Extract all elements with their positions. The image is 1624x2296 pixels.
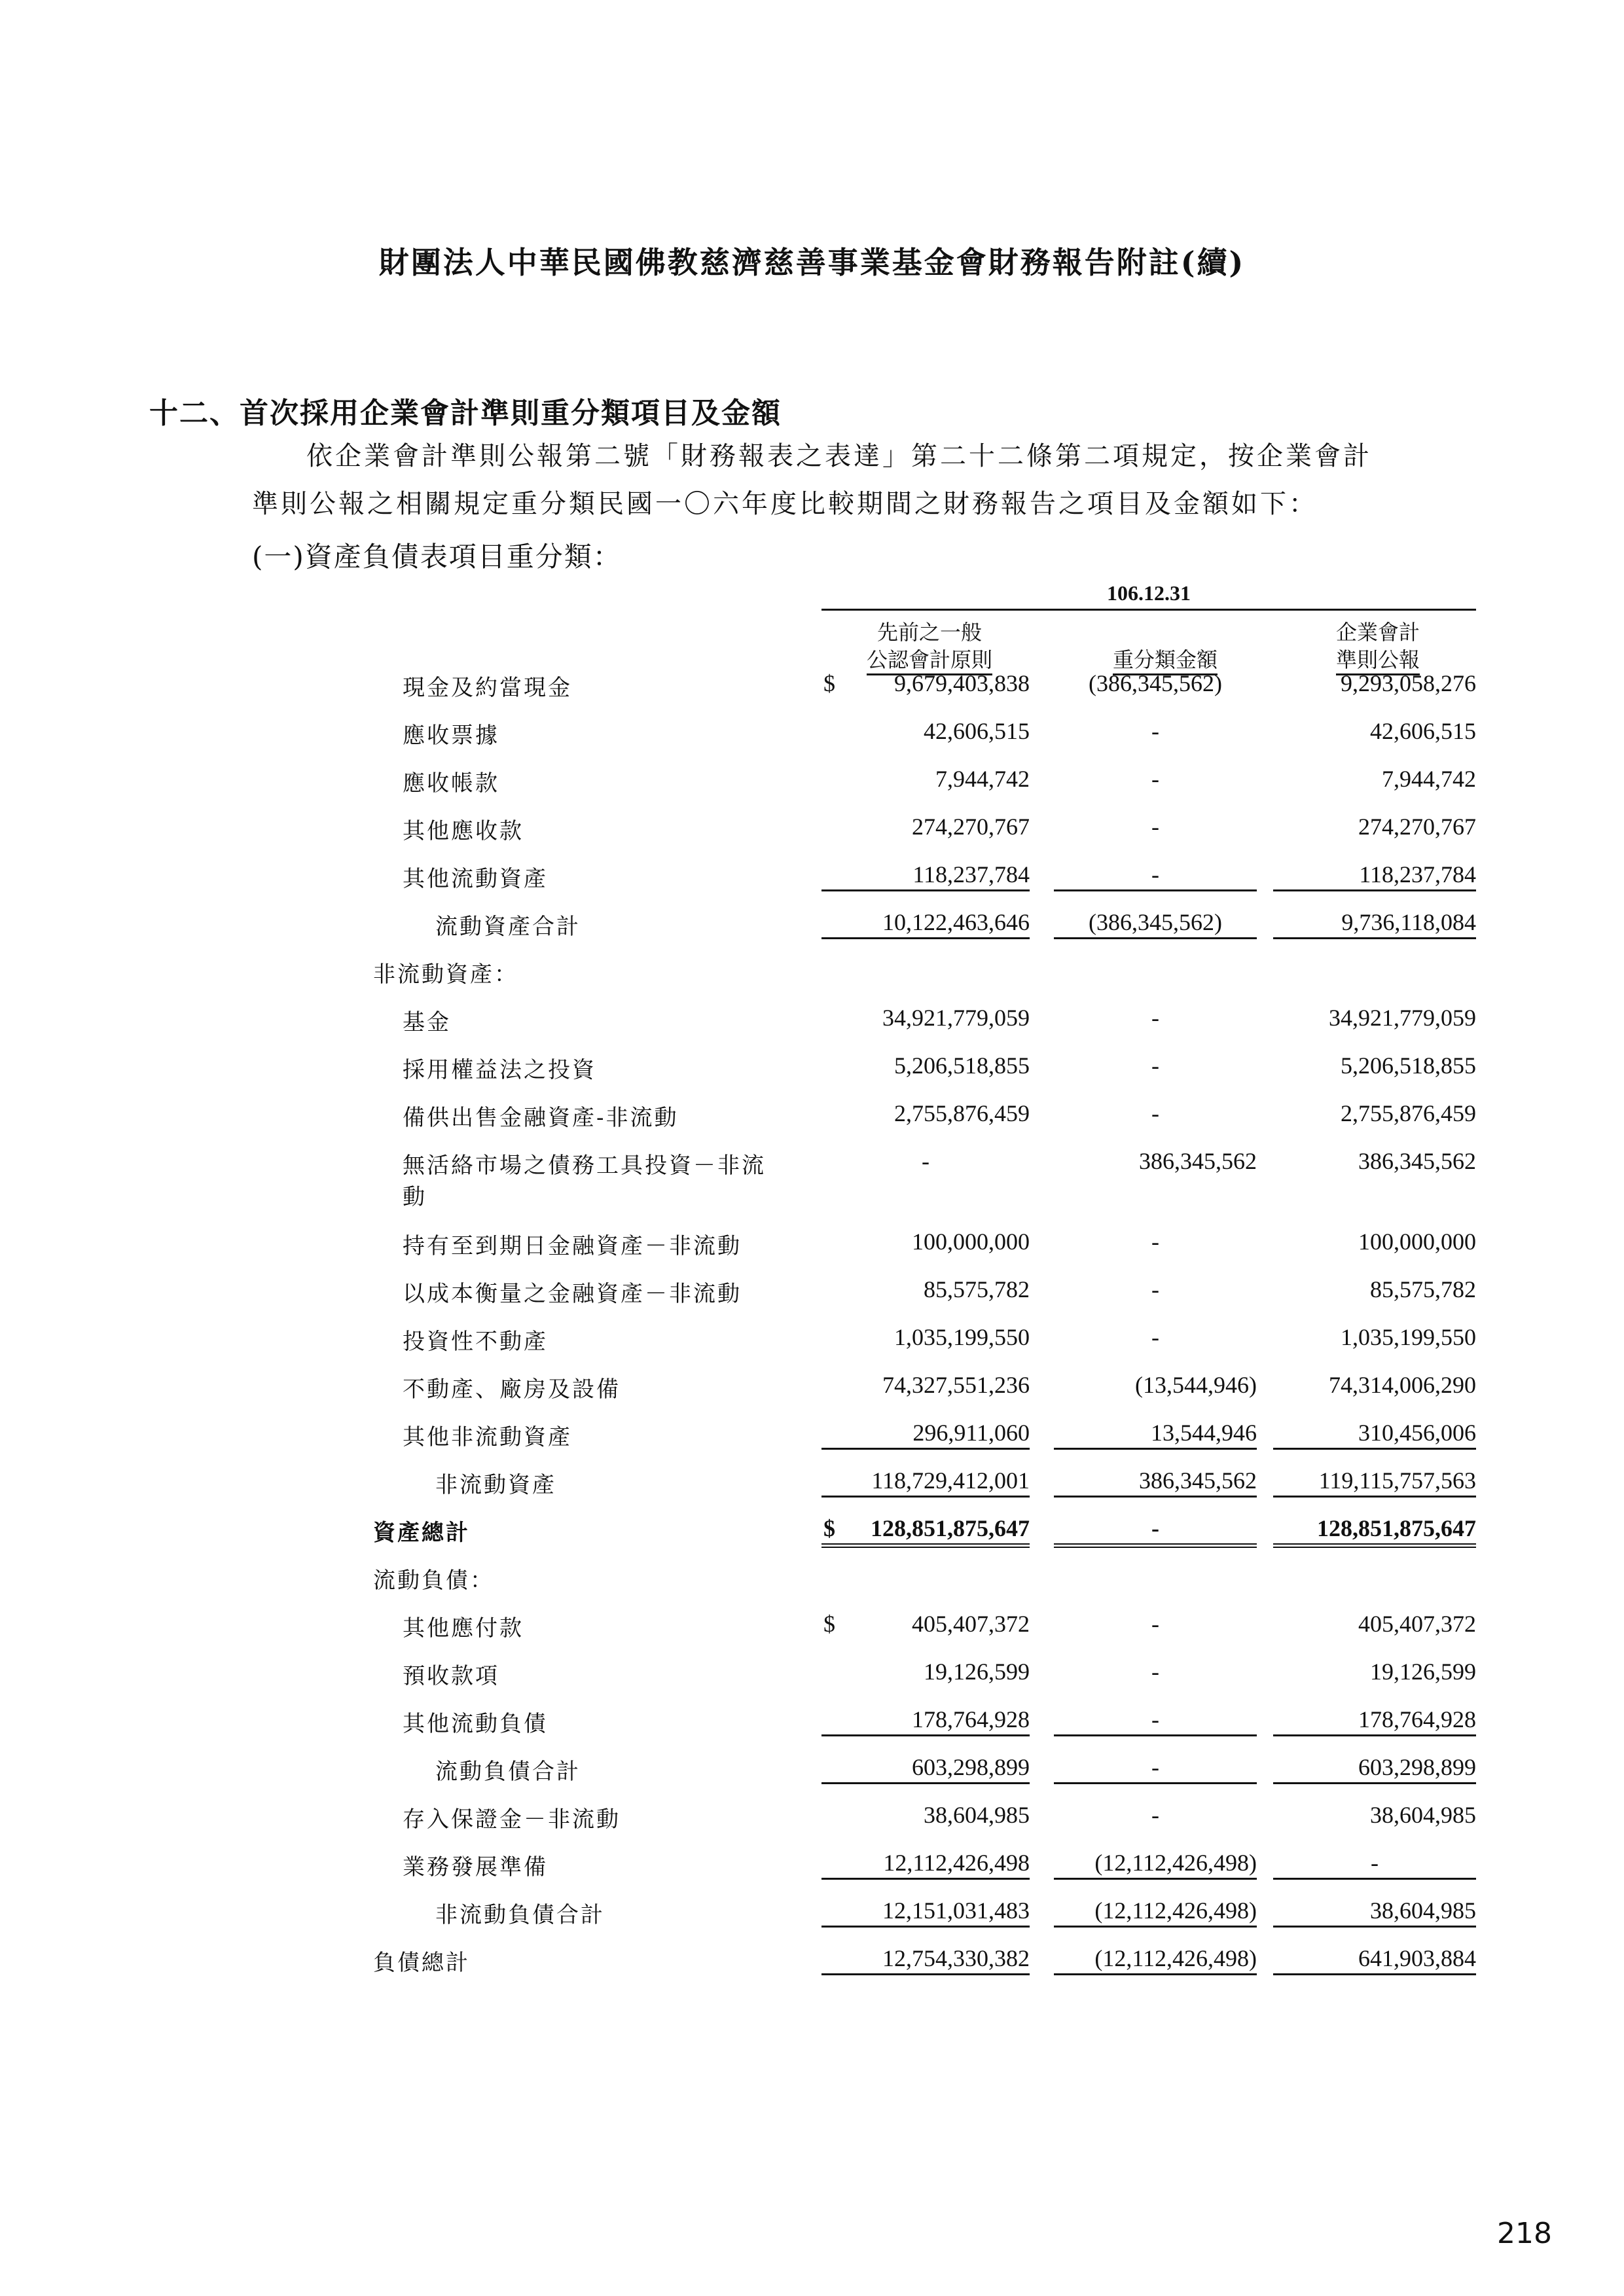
row-label: 流動負債：	[373, 1568, 494, 1594]
row-label: 負債總計	[373, 1950, 470, 1976]
cell-reclassification: -	[1151, 1611, 1159, 1637]
row-label: 應收票據	[403, 723, 499, 749]
cell-reclassification: (386,345,562)	[1054, 908, 1257, 939]
cell-previous-gaap: 296,911,060	[821, 1419, 1030, 1450]
row-label: 流動負債合計	[435, 1759, 581, 1785]
row-label: 以成本衡量之金融資產－非流動	[403, 1281, 742, 1307]
table-row	[0, 1094, 1624, 1134]
cell-reclassification: -	[1054, 1753, 1257, 1784]
table-row	[0, 760, 1624, 799]
table-row	[0, 999, 1624, 1038]
cell-previous-gaap: 38,604,985	[924, 1802, 1030, 1828]
cell-previous-gaap: 12,754,330,382	[821, 1945, 1030, 1975]
row-label: 非流動資產	[435, 1472, 556, 1498]
cell-previous-gaap: 12,151,031,483	[821, 1897, 1030, 1928]
cell-reclassification: -	[1151, 814, 1159, 840]
cell-reclassification: -	[1151, 718, 1159, 744]
cell-previous-gaap: 9,679,403,838	[894, 670, 1030, 696]
row-label: 非流動資產：	[373, 961, 518, 988]
table-row	[0, 1605, 1624, 1644]
row-label: 應收帳款	[403, 770, 499, 797]
cell-reclassification: (13,544,946)	[1135, 1372, 1257, 1398]
cell-reclassification: -	[1151, 1100, 1159, 1126]
cell-enterprise-standards: 74,314,006,290	[1329, 1372, 1476, 1398]
table-row	[0, 1748, 1624, 1787]
cell-enterprise-standards: 9,293,058,276	[1341, 670, 1476, 696]
cell-previous-gaap: 603,298,899	[821, 1753, 1030, 1784]
cell-enterprise-standards: 19,126,599	[1370, 1659, 1476, 1685]
section-heading: 十二、首次採用企業會計準則重分類項目及金額	[149, 397, 782, 430]
table-row	[0, 1270, 1624, 1310]
cell-reclassification: -	[1151, 1802, 1159, 1828]
cell-enterprise-standards: 128,851,875,647	[1273, 1515, 1476, 1548]
cell-previous-gaap: 10,122,463,646	[821, 908, 1030, 939]
cell-enterprise-standards: 9,736,118,084	[1273, 908, 1476, 939]
cell-reclassification: (12,112,426,498)	[1054, 1849, 1257, 1880]
row-label: 其他流動資產	[403, 866, 548, 892]
cell-previous-gaap: 12,112,426,498	[821, 1849, 1030, 1880]
cell-enterprise-standards: 85,575,782	[1370, 1276, 1476, 1302]
cell-enterprise-standards: 641,903,884	[1273, 1945, 1476, 1975]
cell-previous-gaap: 274,270,767	[912, 814, 1030, 840]
cell-enterprise-standards: 38,604,985	[1273, 1897, 1476, 1928]
column-header-line: 準則公報	[1336, 646, 1420, 675]
cell-previous-gaap: 5,206,518,855	[894, 1052, 1030, 1079]
cell-enterprise-standards: 1,035,199,550	[1341, 1324, 1476, 1350]
row-label: 非流動負債合計	[435, 1902, 605, 1928]
column-header-line: 公認會計原則	[867, 646, 992, 675]
cell-enterprise-standards: 100,000,000	[1358, 1229, 1476, 1255]
table-row	[0, 903, 1624, 942]
row-label: 採用權益法之投資	[403, 1057, 596, 1083]
table-row	[0, 1557, 1624, 1596]
row-label: 存入保證金－非流動	[403, 1806, 621, 1833]
cell-previous-gaap: 7,944,742	[935, 766, 1030, 792]
cell-reclassification: -	[1151, 1005, 1159, 1031]
table-row	[0, 1318, 1624, 1357]
row-label-continuation: 動	[403, 1184, 427, 1210]
cell-previous-gaap: 34,921,779,059	[882, 1005, 1030, 1031]
row-label: 預收款項	[403, 1663, 499, 1689]
table-row	[0, 1700, 1624, 1740]
cell-enterprise-standards: 5,206,518,855	[1341, 1052, 1476, 1079]
cell-previous-gaap: 74,327,551,236	[882, 1372, 1030, 1398]
cell-reclassification: -	[1151, 766, 1159, 792]
cell-enterprise-standards: 178,764,928	[1273, 1706, 1476, 1736]
sub-heading: (一)資產負債表項目重分類：	[252, 541, 622, 573]
cell-enterprise-standards: 42,606,515	[1370, 718, 1476, 744]
currency-symbol: $	[823, 1611, 835, 1637]
row-label: 備供出售金融資產-非流動	[403, 1105, 679, 1131]
row-label: 現金及約當現金	[403, 675, 572, 701]
cell-reclassification: -	[1054, 1515, 1257, 1548]
table-row	[0, 1939, 1624, 1979]
cell-previous-gaap: 405,407,372	[912, 1611, 1030, 1637]
cell-reclassification: (386,345,562)	[1089, 670, 1222, 696]
cell-reclassification: -	[1054, 861, 1257, 891]
table-row	[0, 951, 1624, 990]
row-label: 流動資產合計	[435, 914, 581, 940]
row-label: 其他流動負債	[403, 1711, 548, 1737]
table-row	[0, 1223, 1624, 1262]
table-row	[0, 808, 1624, 847]
cell-reclassification: -	[1151, 1324, 1159, 1350]
cell-reclassification: -	[1151, 1276, 1159, 1302]
row-label: 業務發展準備	[403, 1854, 548, 1880]
currency-symbol: $	[823, 1515, 835, 1541]
row-label: 無活絡市場之債務工具投資－非流	[403, 1153, 766, 1179]
row-label: 其他非流動資產	[403, 1424, 572, 1450]
document-title: 財團法人中華民國佛教慈濟慈善事業基金會財務報告附註(續)	[378, 245, 1246, 280]
table-row	[0, 1462, 1624, 1501]
cell-enterprise-standards: 2,755,876,459	[1341, 1100, 1476, 1126]
cell-reclassification: (12,112,426,498)	[1054, 1945, 1257, 1975]
cell-previous-gaap: 85,575,782	[924, 1276, 1030, 1302]
table-row	[0, 664, 1624, 704]
cell-enterprise-standards: 310,456,006	[1273, 1419, 1476, 1450]
cell-enterprise-standards: 34,921,779,059	[1329, 1005, 1476, 1031]
table-date-header: 106.12.31	[1107, 581, 1191, 605]
table-row	[0, 712, 1624, 751]
cell-reclassification: -	[1151, 1052, 1159, 1079]
cell-enterprise-standards: 119,115,757,563	[1273, 1467, 1476, 1498]
table-row	[0, 1142, 1624, 1214]
cell-previous-gaap: 1,035,199,550	[894, 1324, 1030, 1350]
cell-previous-gaap: 128,851,875,647	[821, 1515, 1030, 1548]
table-row	[0, 1844, 1624, 1883]
cell-previous-gaap: 42,606,515	[924, 718, 1030, 744]
table-row	[0, 1653, 1624, 1692]
row-label: 其他應付款	[403, 1615, 524, 1641]
table-row	[0, 1366, 1624, 1405]
row-label: 其他應收款	[403, 818, 524, 844]
paragraph-line-1: 依企業會計準則公報第二號「財務報表之表達」第二十二條第二項規定，按企業會計	[306, 441, 1372, 471]
table-row	[0, 1892, 1624, 1931]
row-label: 資產總計	[373, 1520, 470, 1546]
cell-previous-gaap: 2,755,876,459	[894, 1100, 1030, 1126]
cell-previous-gaap: 118,237,784	[821, 861, 1030, 891]
table-row	[0, 1796, 1624, 1835]
cell-enterprise-standards: 405,407,372	[1358, 1611, 1476, 1637]
cell-reclassification: (12,112,426,498)	[1054, 1897, 1257, 1928]
paragraph-line-2: 準則公報之相關規定重分類民國一〇六年度比較期間之財務報告之項目及金額如下：	[252, 489, 1318, 519]
cell-reclassification: -	[1054, 1706, 1257, 1736]
cell-enterprise-standards: -	[1273, 1849, 1476, 1880]
cell-enterprise-standards: 603,298,899	[1273, 1753, 1476, 1784]
row-label: 不動產、廠房及設備	[403, 1376, 621, 1403]
cell-enterprise-standards: 38,604,985	[1370, 1802, 1476, 1828]
cell-previous-gaap: -	[922, 1148, 929, 1174]
column-header-line: 重分類金額	[1113, 646, 1218, 675]
cell-previous-gaap: 118,729,412,001	[821, 1467, 1030, 1498]
cell-reclassification: 13,544,946	[1054, 1419, 1257, 1450]
column-header-line: 企業會計	[1335, 620, 1420, 645]
currency-symbol: $	[823, 670, 835, 696]
cell-enterprise-standards: 118,237,784	[1273, 861, 1476, 891]
row-label: 投資性不動產	[403, 1329, 548, 1355]
table-row	[0, 1047, 1624, 1086]
table-row	[0, 1414, 1624, 1453]
cell-enterprise-standards: 7,944,742	[1382, 766, 1476, 792]
cell-enterprise-standards: 274,270,767	[1358, 814, 1476, 840]
cell-previous-gaap: 19,126,599	[924, 1659, 1030, 1685]
cell-enterprise-standards: 386,345,562	[1358, 1148, 1476, 1174]
cell-previous-gaap: 100,000,000	[912, 1229, 1030, 1255]
column-header-line: 先前之一般	[876, 620, 982, 645]
row-label: 持有至到期日金融資產－非流動	[403, 1233, 742, 1259]
table-row	[0, 1509, 1624, 1549]
table-row	[0, 855, 1624, 895]
cell-reclassification: 386,345,562	[1139, 1148, 1257, 1174]
cell-previous-gaap: 178,764,928	[821, 1706, 1030, 1736]
row-label: 基金	[403, 1009, 451, 1035]
cell-reclassification: -	[1151, 1659, 1159, 1685]
cell-reclassification: -	[1151, 1229, 1159, 1255]
cell-reclassification: 386,345,562	[1054, 1467, 1257, 1498]
page-number: 218	[1497, 2217, 1552, 2250]
date-header-rule	[821, 609, 1476, 611]
